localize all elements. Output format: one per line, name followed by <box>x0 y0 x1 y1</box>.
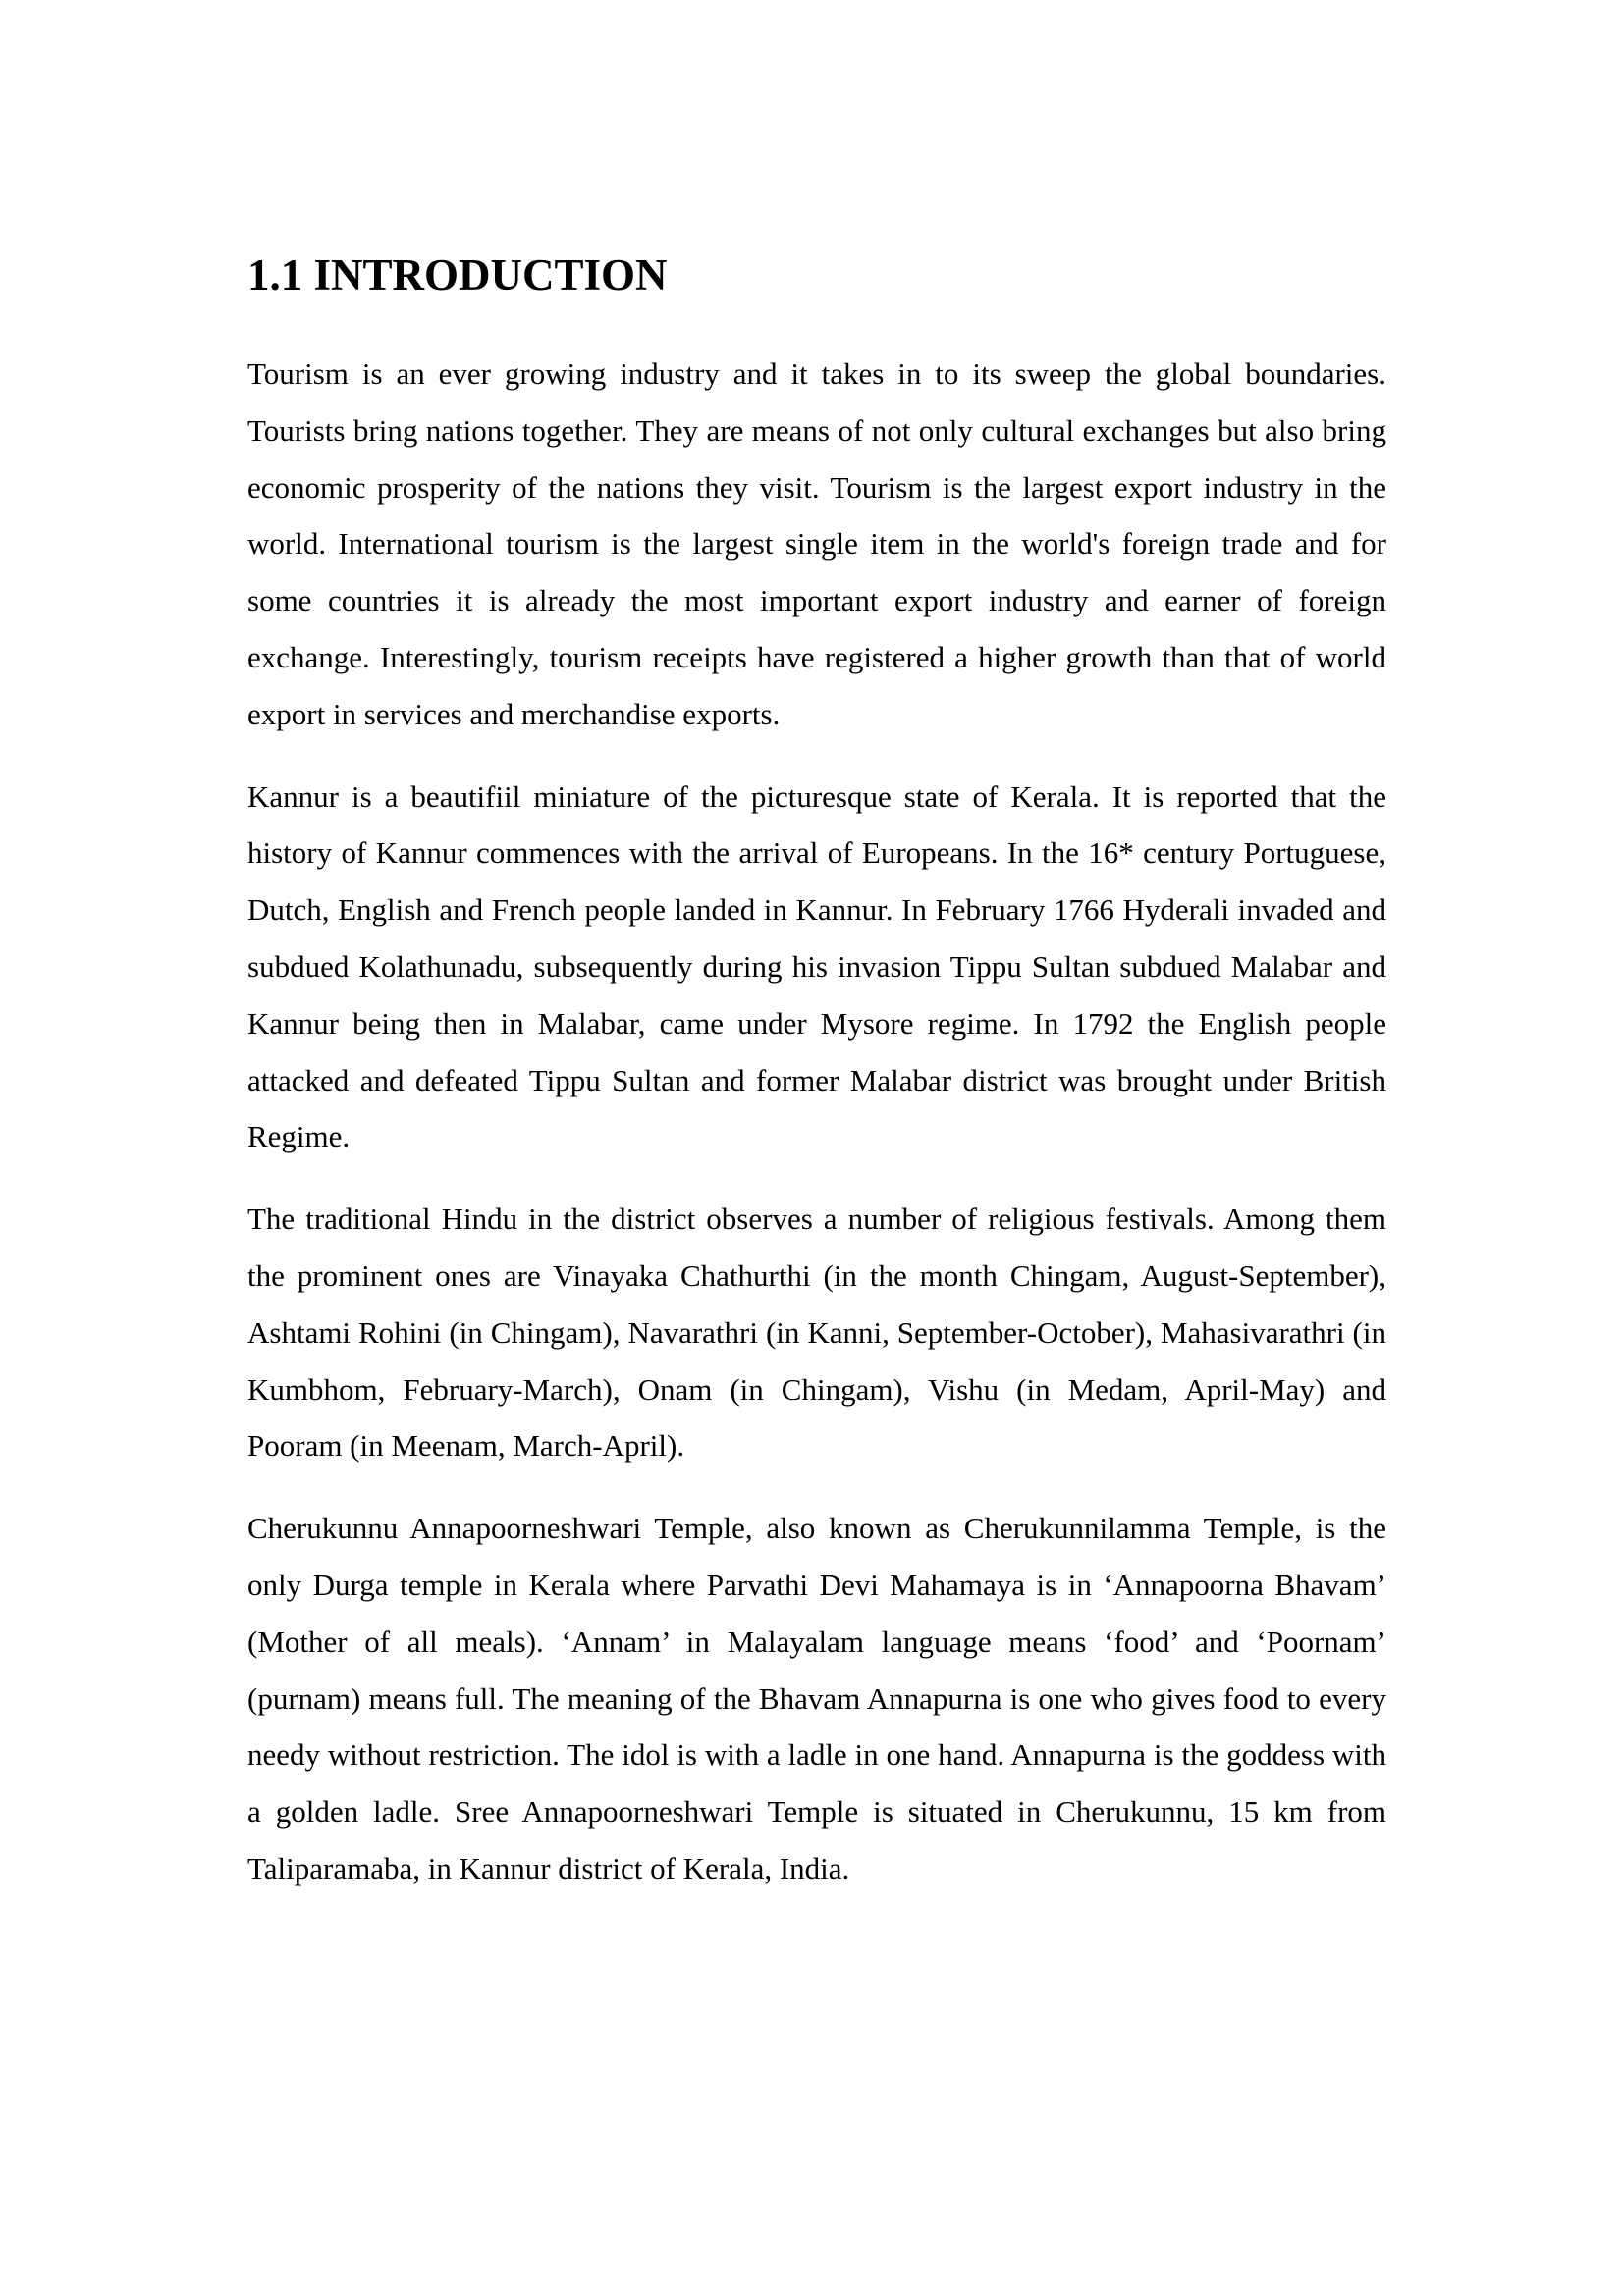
paragraph-kannur-history: Kannur is a beautifiil miniature of the picturesque state of Kerala. It is reported that the history of Kannur commences with the arrival of Europeans. In the 16* century Portuguese, Dutch, English and French people landed in Kannur. In February 1766 Hyderali invaded and subdued Kolathunadu, subsequently during his invasion Tippu Sultan subdued Malabar and Kannur being then in Malabar, came under Mysore regime. In 1792 the English people attacked and defeated Tippu Sultan and former Malabar district was brought under British Regime. <box>247 778 1386 1154</box>
paragraph-annapoorneshwari-temple: Cherukunnu Annapoorneshwari Temple, also known as Cherukunnilamma Temple, is the only Durga temple in Kerala where Parvathi Devi Mahamaya is in ‘Annapoorna Bhavam’ (Mother of all meals). ‘Annam’ in Malayalam language means ‘food’ and ‘Poornam’ (purnam) means full. The meaning of the Bhavam Annapurna is one who gives food to every needy without restriction. The idol is with a ladle in one hand. Annapurna is the goddess with a golden ladle. Sree Annapoorneshwari Temple is situated in Cherukunnu, 15 km from Taliparamaba, in Kannur district of Kerala, India. <box>247 1511 1386 1886</box>
paragraph-tourism-industry: Tourism is an ever growing industry and it takes in to its sweep the global boundaries. Tourists bring nations together. They are means of not only cultural exchanges but also bring economic prosperity of the nations they visit. Tourism is the largest export industry in the world. International tourism is the largest single item in the world's foreign trade and for some countries it is already the most important export industry and earner of foreign exchange. Interestingly, tourism receipts have registered a higher growth than that of world export in services and merchandise exports. <box>247 356 1386 731</box>
document-body <box>247 243 1386 1923</box>
section-heading: 1.1 INTRODUCTION <box>247 250 668 299</box>
paragraph-religious-festivals: The traditional Hindu in the district observes a number of religious festivals. Among them the prominent ones are Vinayaka Chathurthi (in the month Chingam, August-September), Ashtami Rohini (in Chingam), Navarathri (in Kanni, September-October), Mahasivarathri (in Kumbhom, February-March), Onam (in Chingam), Vishu (in Medam, April-May) and Pooram (in Meenam, March-April). <box>247 1201 1386 1464</box>
